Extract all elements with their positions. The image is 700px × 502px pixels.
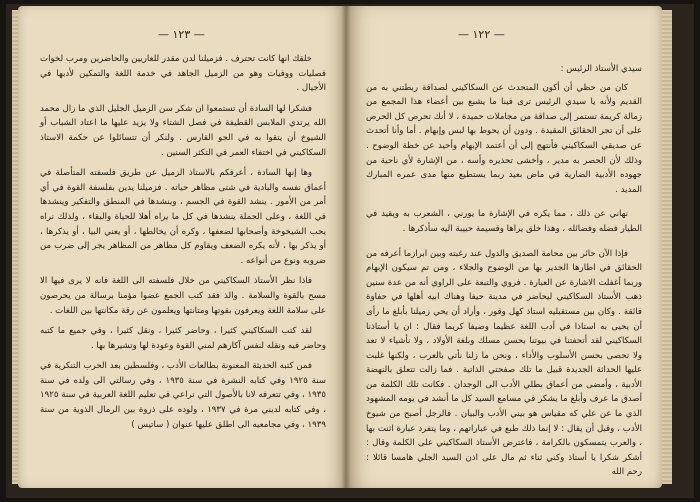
salutation: سيدي الأستاذ الرئيس : (560, 64, 642, 74)
right-page (346, 6, 662, 488)
paragraph: فإذا الآن حائر بين محامة الصديق والدول عند رغبته وبين ابرازما أعرفه من الحقائق في اطارها الجدير بها من الوضوح والجلاء ، ومن تم سيكون الإبهام وربما أغفلت الاشارة عن العبارة . فروي والتبعة على الراوي أنه من عدة سنين ذهب الأستاذ السكاكيني ليحاضر في مدينة حيفا وهناك ابيه أهلها في حفاوة فائقة . وكان بين مستقبليه استاذ كهل وقور ، وأراد أن يحي زميلنا بأبلغ ما رأى أن يحيى به استاذا في أدب اللغة عظيما وضيفا كريما فقال : ان يا أستاذنا السكاكيني لقد أتحفتنا في بيوتنا بحسن مسلك وبلغة الأولاد ، ولا نأشياء لا تعد ولا تحصى بحسن الأسلوب والأداء ، ونحن ما زلنا نأتي بالعرب ، ولكنها غلبت عليها الحداثة الجديدة قبيل ما تلك صفحتي الذاتية . فما زالت تتعلق بالنهضة الأدبية ، وأمضى من أعماق بطلي الأدب الى الوجدان . فكانت تلك الكلمة من أصدق ما عرف وأبلغ ما يشكر في مسامع السيد كل ما أنشد في يومه المشهود الذي ما عن علي كه مقياس هو بيني الأدب والبيان . فالرجل أصبح من شيوخ الأدب ، وقبل أن يقال : لا إنما ذلك طبع في عباراتهم ، وما يتفرد عبارة اثنت بها ، والعرب يتمسكون بالكرامة ، فاعترض الأستاذ السكاكيني على الكلمة وقال : أشكر شكرا يا أستاذ وكني ثناء ثم مال على اذن السيد الجلي هامسا قائلا : رحم الله (366, 248, 642, 478)
book-spine (341, 6, 351, 488)
paragraph: كان من حظي أن أكون المتحدث عن السكاكيني لصداقة ربطتني به من القديم ولأنه يا سيدي الرئيس ترى فينا ما يشبع بين أعضاء هذا المجمع من زمالة كريمة تستمر إلى صداقة من مجاملات حميدة ، لا أنك تحرص كل الحرص على أن تجر الحقائق المقيدة . ودون أن يحوط بها لبس وإبهام . أما وأنا أتحدث عن صديقي السكاكيني فأنتهج إلى أن أعتمد الإبهام وأحيد عن خطة الوضوح . وذلك لأن الحصر به مدير ، وأخشى تحذيره وأسه ، من الإشارة لأي ناحية من جهوده الأدبية الضارية في ماض بعيد ربما يستطيع منها مدى عمره المبارك المديد . (366, 82, 642, 195)
paragraph: خلقك انها كانت تحترف . فزميلنا لدن مقدر للغاريين والحاضرين ومرب لخوات فصليات ووفيات وهو من الزميل الجاهد في خدمة اللغة والتمكين لأدبها في الأجيال . (40, 54, 326, 94)
left-page-body (40, 52, 326, 438)
paragraph: نهاني عن ذلك ، مما يكره في الإشارة ما يورني ، الشعرب به ويقيد في الطيار فضله وفضائله ، وهذا خلق يراها وقسيمة حبيبة اليه سأذكرها . (366, 209, 642, 234)
paragraph: لقد كتب السكاكيني كثيرا ، وحاضر كثيرا ، ونقل كثيرا ، وفي جميع ما كتبه وحاضر فيه ونقله لنفس آكارهم لمني القوة وعودة لها وتشيرها بها . (40, 326, 326, 351)
paragraph: وها إنها السادة ، أعرفكم بالاستاذ الزميل عن طريق فلسفته المتأصلة في أعماق نفسه والبادية في شتى مظاهر حياته . فزميلنا يدين بفلسفة القوة في أي أمر من الأمور . ينشد القوة في الجسم ، وينشدها في المنطق والتفكير وينشدها في اللغة ، وعلى الجملة ينشدها في كل ما يراه أهلا للحياة والبقاء ، ولذلك نراه يحب الشيخوخة وأصحابها لضعفها ، وكره أن يخالطها ، أو يعني البيا ، أو يذكرها ، أو يذكر بها ، لأنه يكره الضعف ويقاوم كل مظاهر من المظاهر يجر إلى ضرب من ضروبه ونوع من أنواعه . (40, 168, 326, 266)
paragraph: فشكرا لها السادة أن تستمعوا ان شكر سن الزميل الجليل الذي ما زال محمد الله يرتدي الملابس القطيفة في فصل الشتاء ولا يزيد عليها ما اعتاد الشباب أو الشيوخ أن يتقوا به في الجو القارس . ولنكر أن تتسائلوا عن حكمة الاستاذ السكاكيني في اختفاء العمر في التكثر السنين . (40, 103, 326, 158)
page-edges-right (662, 10, 672, 484)
right-page-number: — ١٢٢ — (458, 28, 505, 41)
left-page-number: — ١٢٣ — (158, 28, 205, 41)
right-page-body (366, 62, 642, 486)
paragraph: فاذا نظر الأستاذ السكاكيني من خلال فلسفته الى اللغة فانه لا يرى فيها الا مسح بالقوة والسلامة . والذ فقد كتب الجمع عضوا مؤمنا برسالة من يحرصون على سلامة اللغة ويعرفون بقوتها ومتانتها ويعلمون عن رقة مكانتها بين اللغات . (40, 276, 326, 316)
paragraph: فمن كتبه الحديثة المعنونة بطالعات الأدب ، وفلسطين بعد الحرب التنكرية في سنة ١٩٢٥ وفي كتابه النشرة في سنة ١٩٣٥ ، وفي رسالتي الى ولده في سنة ١٩٣٥ ، وفي تتعرفه لانا بالأصول التي تراعي في تعليم اللغة العربية في سنة ١٩٢٥ ، وفي كتابه لديني مرة في ١٩٣٧ ، ولوده على ذروة بين الرمال الذوية من سنة ١٩٣٩ ، وفي مجامعيه الى اطلق عليها عنوان ( ساتيس ) (40, 361, 326, 430)
left-page (18, 6, 346, 488)
